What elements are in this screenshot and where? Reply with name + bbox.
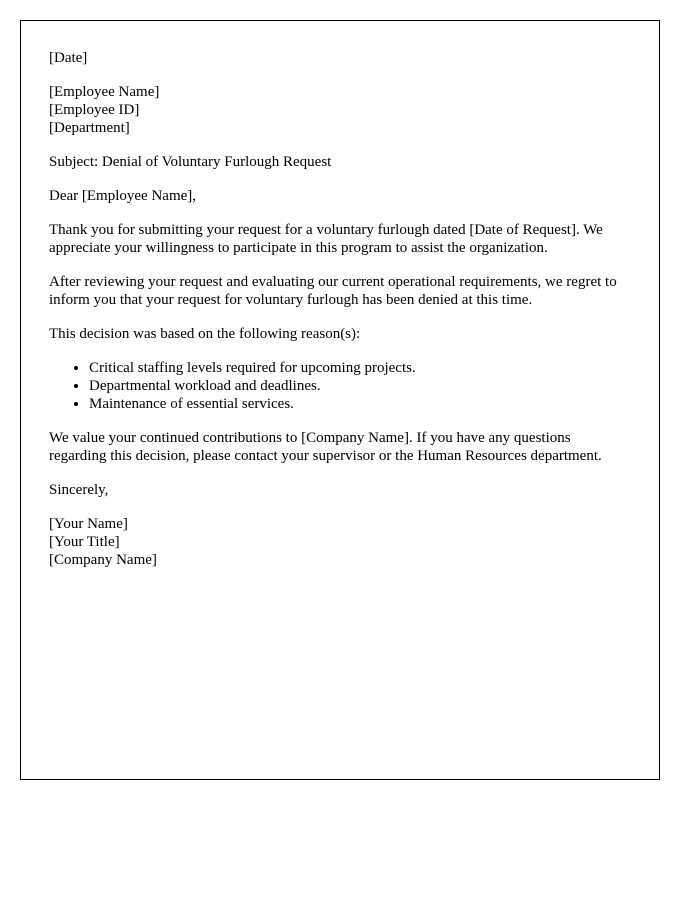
letter-date: [Date]: [49, 50, 88, 66]
sender-name: [Your Name]: [49, 516, 128, 532]
letter-page: [20, 20, 660, 780]
list-item: • Critical staffing levels required for upcoming projects.: [89, 359, 631, 377]
recipient-block: [49, 83, 631, 137]
body-paragraph-2: After reviewing your request and evaluating our current operational requirements, we regret to inform you that your request for voluntary furlough has been denied at this time.: [49, 274, 617, 308]
recipient-name: [Employee Name]: [49, 84, 160, 100]
reasons-list: [49, 359, 631, 413]
recipient-department: [Department]: [49, 120, 130, 136]
body-paragraph-3: This decision was based on the following reason(s):: [49, 326, 361, 342]
closing-paragraph: We value your continued contributions to [Company Name]. If you have any questions regarding this decision, please contact your supervisor or the Human Resources department.: [49, 430, 602, 464]
salutation: Dear [Employee Name],: [49, 188, 197, 204]
subject-line: Subject: Denial of Voluntary Furlough Request: [49, 154, 332, 170]
date-line: [49, 49, 631, 67]
list-item: • Maintenance of essential services.: [89, 395, 631, 413]
sender-title: [Your Title]: [49, 534, 120, 550]
body-paragraph-1: Thank you for submitting your request for a voluntary furlough dated [Date of Request]. We appreciate your willingness to participate in this program to assist the organization.: [49, 222, 603, 256]
sign-off: Sincerely,: [49, 482, 109, 498]
sender-block: [49, 515, 631, 569]
sender-company: [Company Name]: [49, 552, 157, 568]
list-item: • Departmental workload and deadlines.: [89, 377, 631, 395]
recipient-id: [Employee ID]: [49, 102, 140, 118]
